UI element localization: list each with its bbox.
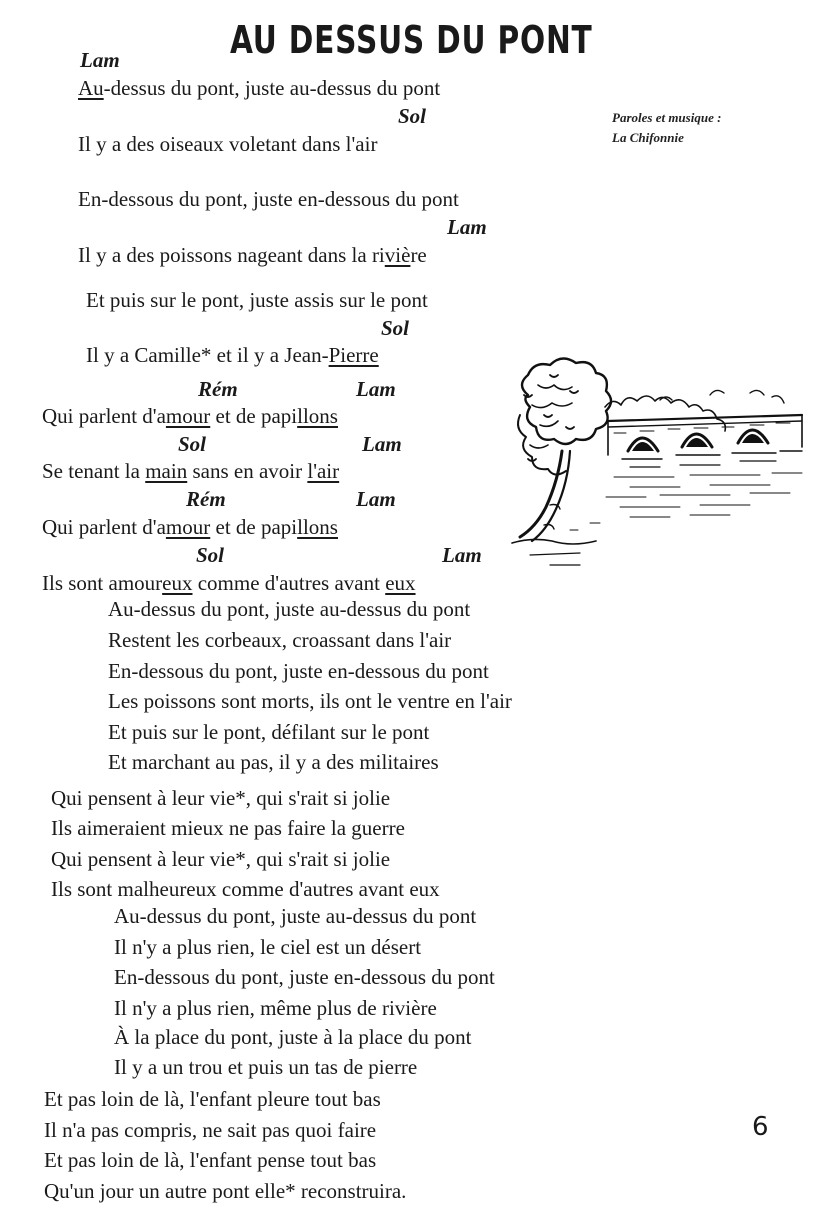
lyric-text: -dessus du pont, juste au-dessus du pont (103, 76, 441, 100)
lyric-line: Restent les corbeaux, croassant dans l'air (108, 628, 452, 652)
chord: Lam (80, 48, 120, 72)
lyric-line: Et puis sur le pont, défilant sur le pont (108, 720, 430, 744)
lyric-line: Et puis sur le pont, juste assis sur le pont (86, 288, 428, 312)
lyric-line: En-dessous du pont, juste en-dessous du pont (78, 187, 459, 211)
lyric-line (42, 404, 338, 428)
lyric-text: comme d'autres avant (192, 571, 386, 595)
chord: Sol (178, 432, 207, 456)
credit-line-1: Paroles et musique : (612, 110, 722, 125)
underlined-syllable: Pierre (328, 343, 379, 367)
chord: Sol (398, 104, 427, 128)
lyric-text: Qui parlent d'a (42, 515, 166, 539)
chord: Rém (198, 377, 238, 401)
chord: Lam (442, 543, 482, 567)
chord: Lam (362, 432, 402, 456)
underlined-syllable: llons (297, 515, 338, 539)
underlined-syllable: viè (384, 243, 411, 267)
underlined-syllable: mour (165, 404, 211, 428)
lyric-line: Ils sont malheureux comme d'autres avant eux (51, 877, 440, 901)
lyric-line: Il n'y a plus rien, le ciel est un désert (114, 935, 422, 959)
lyric-line: Et pas loin de là, l'enfant pense tout bas (44, 1148, 377, 1172)
lyric-text: Ils sont amour (42, 571, 163, 595)
underlined-syllable: l'air (307, 459, 340, 483)
lyric-line (78, 76, 440, 100)
lyric-line: Il y a un trou et puis un tas de pierre (114, 1055, 418, 1079)
lyric-line: Il y a des oiseaux voletant dans l'air (78, 132, 378, 156)
lyric-text: sans en avoir (187, 459, 308, 483)
underlined-syllable: Au (78, 76, 104, 100)
lyric-line: À la place du pont, juste à la place du pont (114, 1025, 472, 1049)
lyric-line: Et pas loin de là, l'enfant pleure tout bas (44, 1087, 381, 1111)
lyric-line (86, 343, 379, 367)
lyric-line: Qui pensent à leur vie*, qui s'rait si jolie (51, 847, 391, 871)
lyric-text: Il y a Camille* et il y a Jean- (86, 343, 329, 367)
page-number: 6 (752, 1112, 769, 1142)
lyric-line: Ils aimeraient mieux ne pas faire la guerre (51, 816, 405, 840)
chord: Lam (447, 215, 487, 239)
lyric-line: Qu'un jour un autre pont elle* reconstruira. (44, 1179, 407, 1203)
chord: Sol (196, 543, 225, 567)
song-title: AU DESSUS DU PONT (230, 18, 593, 62)
lyric-text: et de papi (210, 515, 298, 539)
lyric-text: re (410, 243, 427, 267)
lyric-line (42, 459, 339, 483)
lyric-line: Au-dessus du pont, juste au-dessus du pont (114, 904, 477, 928)
underlined-syllable: llons (297, 404, 338, 428)
lyric-line: Les poissons sont morts, ils ont le ventre en l'air (108, 689, 512, 713)
lyric-line: Il n'a pas compris, ne sait pas quoi faire (44, 1118, 377, 1142)
chord: Lam (356, 377, 396, 401)
lyric-line (78, 243, 427, 267)
underlined-syllable: eux (162, 571, 193, 595)
lyric-text: Qui parlent d'a (42, 404, 166, 428)
underlined-syllable: mour (165, 515, 211, 539)
lyric-line: Qui pensent à leur vie*, qui s'rait si jolie (51, 786, 391, 810)
credit-line-2: La Chifonnie (612, 130, 684, 145)
chord: Rém (186, 487, 226, 511)
bridge-and-tree-sketch-icon (510, 355, 810, 590)
lyric-text: Se tenant la (42, 459, 146, 483)
underlined-syllable: eux (385, 571, 416, 595)
underlined-syllable: main (145, 459, 188, 483)
credit-block (612, 108, 721, 148)
chord: Sol (381, 316, 410, 340)
lyric-line (42, 571, 416, 595)
lyric-line: En-dessous du pont, juste en-dessous du pont (114, 965, 495, 989)
lyric-line: Au-dessus du pont, juste au-dessus du pont (108, 597, 471, 621)
lyric-line: Il n'y a plus rien, même plus de rivière (114, 996, 437, 1020)
lyric-line: Et marchant au pas, il y a des militaires (108, 750, 439, 774)
lyric-text: Il y a des poissons nageant dans la ri (78, 243, 385, 267)
lyric-line (42, 515, 338, 539)
lyric-text: et de papi (210, 404, 298, 428)
lyric-line: En-dessous du pont, juste en-dessous du pont (108, 659, 489, 683)
chord: Lam (356, 487, 396, 511)
